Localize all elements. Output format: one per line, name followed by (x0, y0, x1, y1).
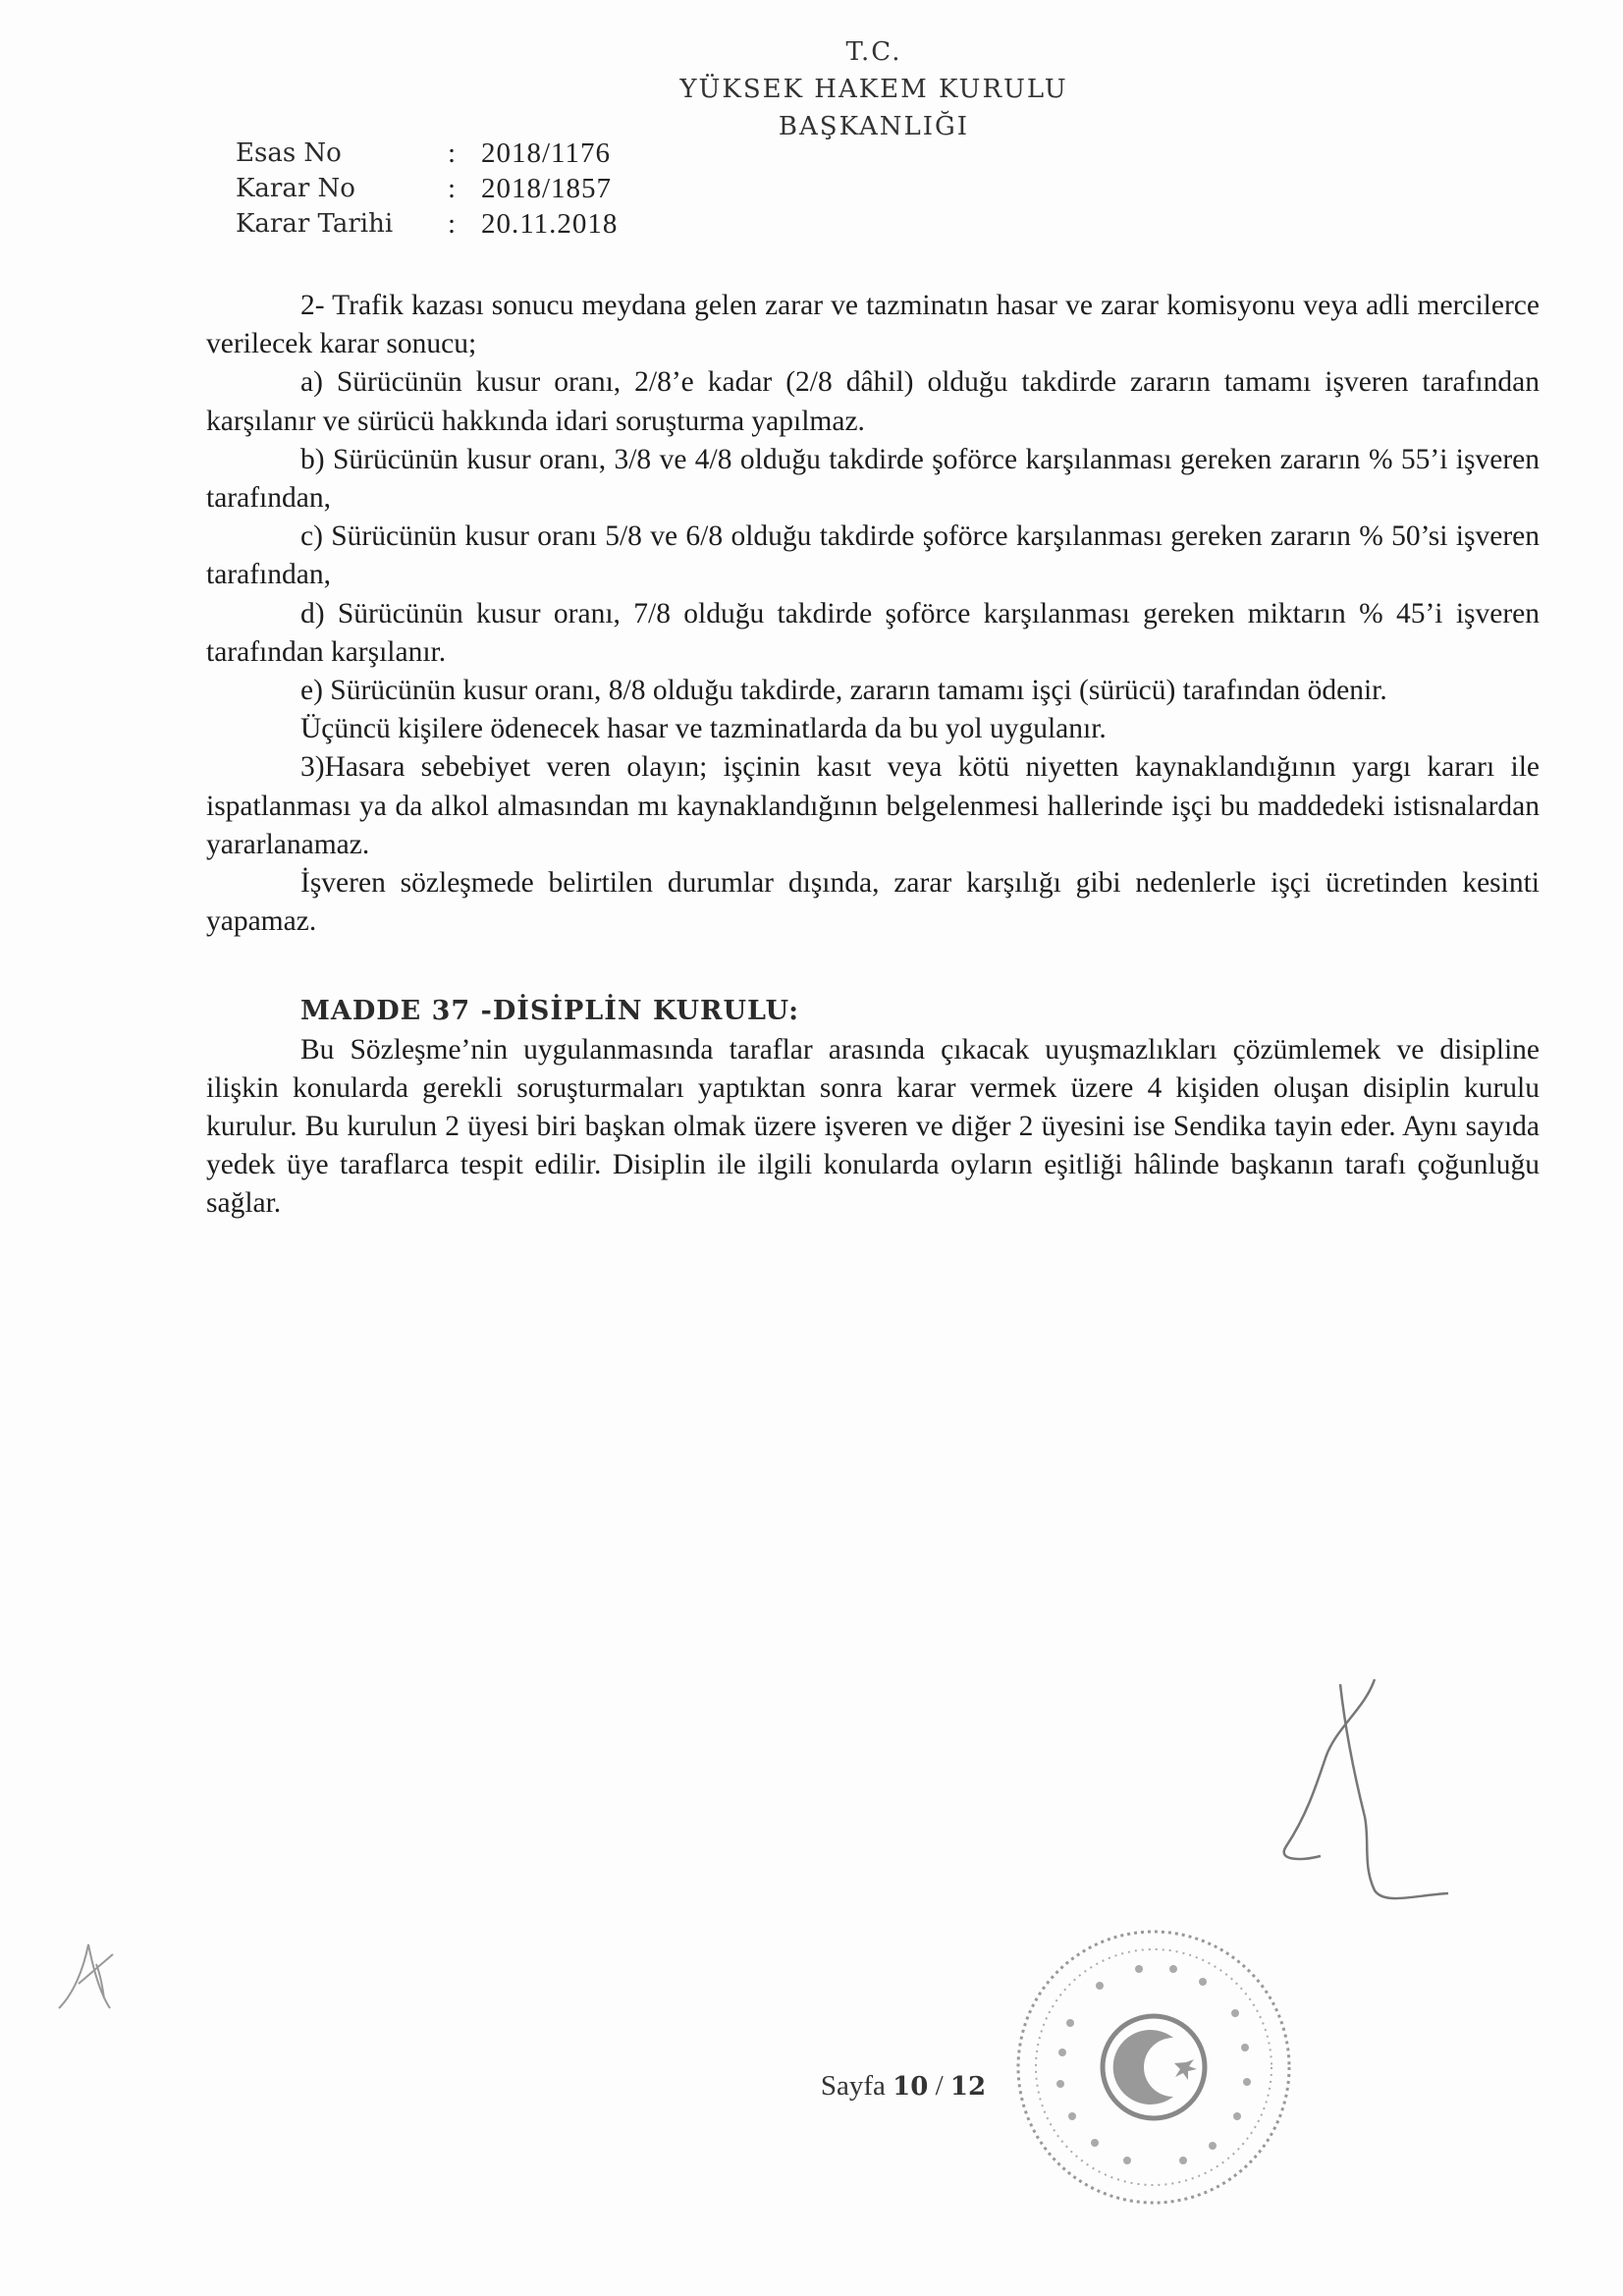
colon: : (448, 137, 457, 169)
karar-tarihi-label: Karar Tarihi (236, 209, 394, 239)
karar-no-value: 2018/1857 (481, 173, 613, 204)
paragraph-clause-3: 3)Hasara sebebiyet veren olayın; işçinin kasıt veya kötü niyetten kaynaklandığının yargı kararı ile ispatlanması ya da alkol almasından mı kaynaklandığının belgelenmesi hallerinde işçi bu maddedeki istisnalardan yararlanamaz. (206, 751, 1540, 860)
paragraph-traffic-accident: 2- Trafik kazası sonucu meydana gelen zarar ve tazminatın hasar ve zarar komisyonu veya adli mercilerce verilecek karar sonucu; (206, 290, 1540, 360)
paragraph-item-c: c) Sürücünün kusur oranı 5/8 ve 6/8 olduğu takdirde şoförce karşılanması gereken zararın % 50’si işveren tarafından, (206, 520, 1540, 591)
karar-no-label: Karar No (236, 174, 355, 203)
paragraph-employer-deduction: İşveren sözleşmede belirtilen durumlar dışında, zarar karşılığı gibi nedenlerle işçi ücretinden kesinti yapamaz. (206, 867, 1540, 938)
handwritten-initials-left (39, 1925, 147, 2033)
meta-row-karar (236, 171, 618, 206)
document-body (206, 287, 1540, 1224)
colon: : (448, 173, 457, 204)
handwritten-signature-right (1247, 1669, 1483, 1925)
paragraph-item-d: d) Sürücünün kusur oranı, 7/8 olduğu takdirde şoförce karşılanması gereken miktarın % 45’i işveren tarafından karşılanır. (206, 597, 1540, 668)
esas-no-label: Esas No (236, 138, 342, 168)
karar-tarihi-value: 20.11.2018 (481, 208, 619, 240)
header-presidency: BAŞKANLIĞI (778, 112, 970, 141)
official-seal (1001, 1915, 1306, 2219)
esas-no-value: 2018/1176 (481, 137, 611, 169)
paragraph-third-parties: Üçüncü kişilere ödenecek hasar ve tazminatlarda da bu yol uygulanır. (300, 713, 1107, 745)
page-separator: / (935, 2070, 944, 2102)
page-footer (707, 2070, 1100, 2103)
page-label: Sayfa (820, 2070, 886, 2102)
colon: : (448, 208, 457, 240)
header-tc: T.C. (845, 37, 902, 67)
paragraph-item-a: a) Sürücünün kusur oranı, 2/8’e kadar (2/8 dâhil) olduğu takdirde zararın tamamı işveren tarafından karşılanır ve sürücü hakkında idari soruşturma yapılmaz. (206, 366, 1540, 437)
meta-row-esas (236, 136, 618, 171)
paragraph-discipline-board: Bu Sözleşme’nin uygulanmasında taraflar arasında çıkacak uyuşmazlıkları çözümlemek ve disipline ilişkin konularda gerekli soruşturmaları yaptıktan sonra karar vermek üzere 4 kişiden oluşan disiplin kurulu kurulur. Bu kurulun 2 üyesi biri başkan olmak üzere işveren ve diğer 2 üyesini ise Sendika tayin eder. Aynı sayıda yedek üye taraflarca tespit edilir. Disiplin ile ilgili konularda oyların eşitliği hâlinde başkanın tarafı çoğunluğu sağlar. (206, 1033, 1540, 1220)
paragraph-item-b: b) Sürücünün kusur oranı, 3/8 ve 4/8 olduğu takdirde şoförce karşılanması gereken zararın % 55’i işveren tarafından, (206, 443, 1540, 515)
page-current: 10 (893, 2072, 929, 2102)
header-institution: YÜKSEK HAKEM KURULU (679, 75, 1068, 104)
article-37-heading: MADDE 37 -DİSİPLİN KURULU: (300, 996, 800, 1027)
paragraph-item-e: e) Sürücünün kusur oranı, 8/8 olduğu takdirde, zararın tamamı işçi (sürücü) tarafından ödenir. (300, 675, 1387, 707)
page-total: 12 (949, 2072, 987, 2102)
case-meta (236, 136, 618, 242)
meta-row-tarih (236, 206, 618, 242)
